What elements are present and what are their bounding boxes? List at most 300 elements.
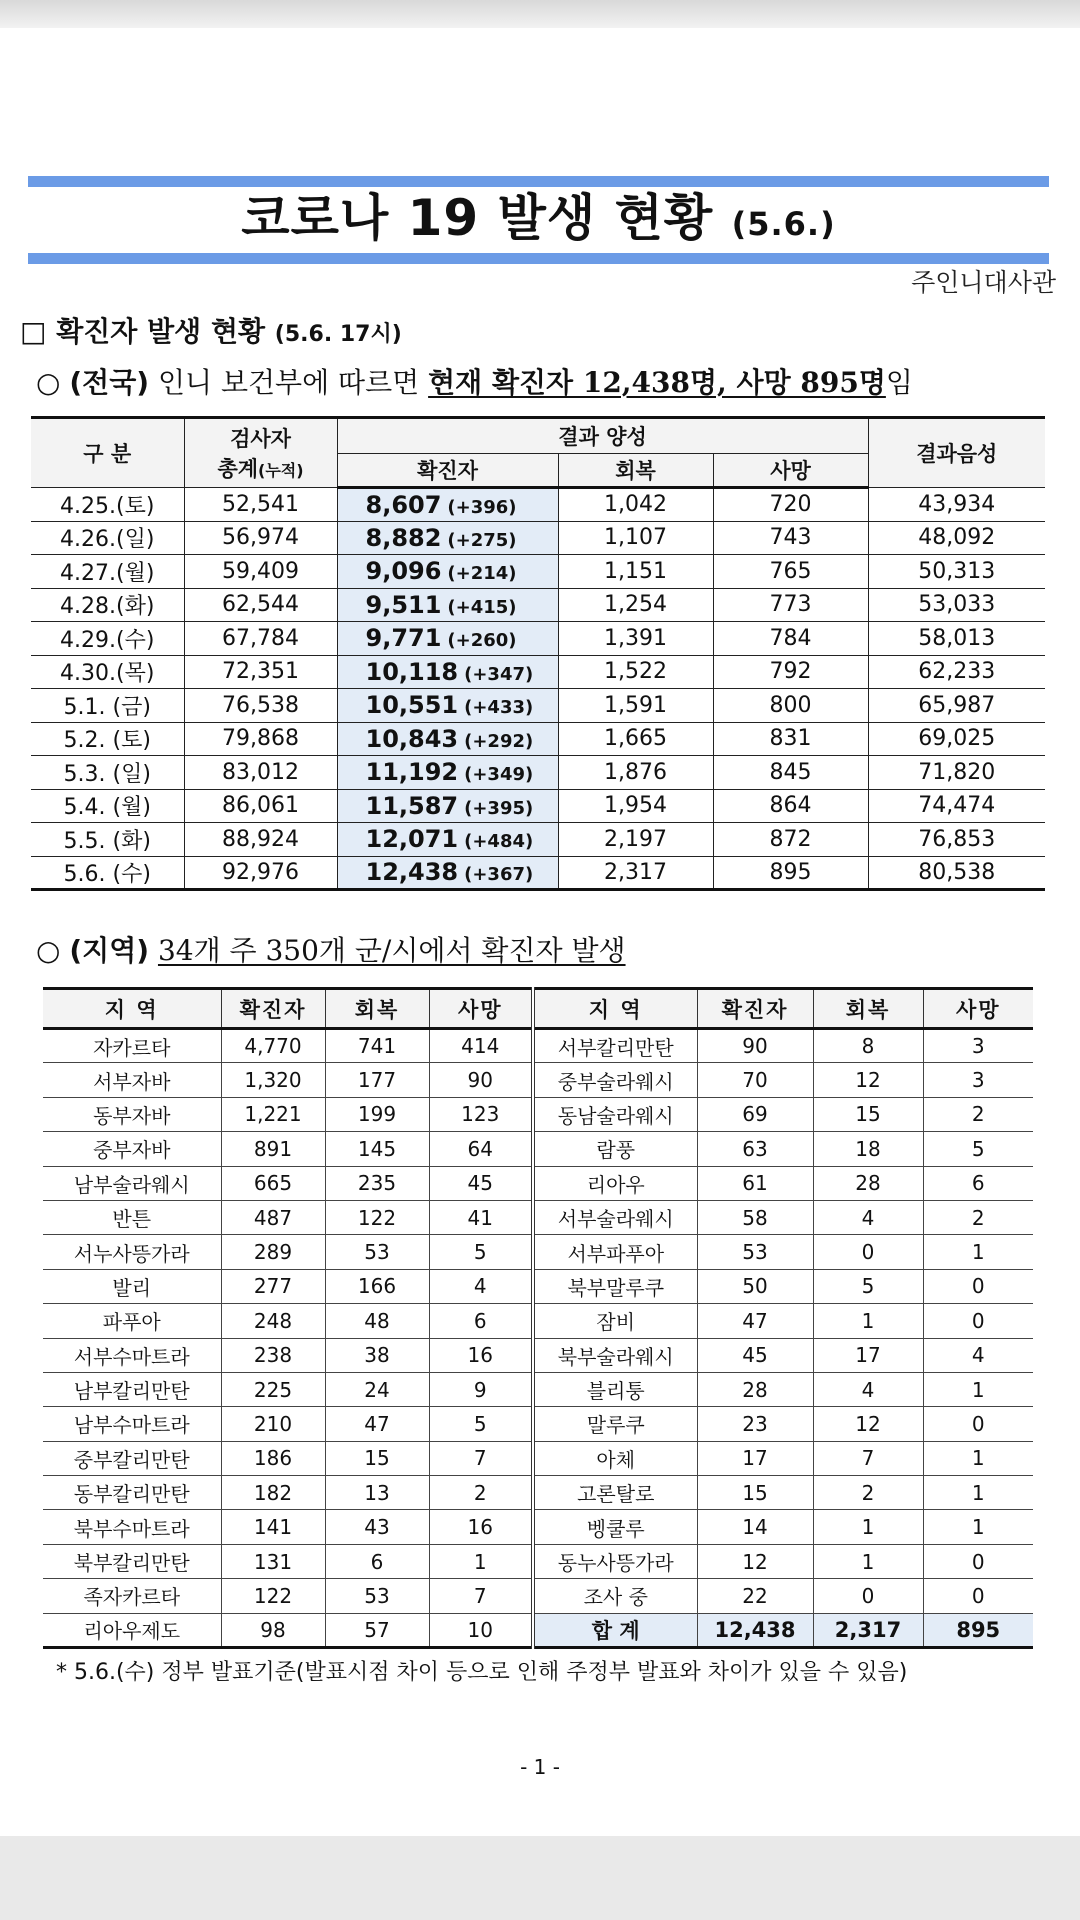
cell-confirmed — [337, 488, 558, 522]
cell-tested: 59,409 — [184, 555, 337, 589]
cell-date: 5.2. (토) — [31, 722, 184, 756]
confirmed-increase: (+415) — [447, 596, 517, 618]
cell-recovered: 18 — [813, 1132, 923, 1166]
cell-deaths: 9 — [429, 1372, 533, 1406]
header-confirmed-left: 확진자 — [221, 989, 325, 1029]
cell-date: 5.4. (월) — [31, 789, 184, 823]
cell-confirmed: 15 — [697, 1476, 813, 1510]
cell-confirmed: 665 — [221, 1166, 325, 1200]
table-row — [43, 1372, 1033, 1406]
cell-tested: 83,012 — [184, 756, 337, 790]
cell-deaths: 45 — [429, 1166, 533, 1200]
cell-recovered: 8 — [813, 1029, 923, 1063]
cell-recovered: 1 — [813, 1544, 923, 1578]
footnote: * 5.6.(수) 정부 발표기준(발표시점 차이 등으로 인해 주정부 발표와 차이가 있을 수 있음) — [56, 1660, 908, 1685]
cell-confirmed — [337, 588, 558, 622]
total-recovered: 2,317 — [813, 1613, 923, 1647]
cell-recovered: 48 — [325, 1304, 429, 1338]
cell-recovered: 2,197 — [558, 823, 713, 857]
cell-deaths: 845 — [713, 756, 868, 790]
cell-recovered: 2,317 — [558, 856, 713, 890]
table-row — [31, 689, 1045, 723]
cell-deaths: 7 — [429, 1441, 533, 1475]
header-deaths: 사망 — [713, 454, 868, 488]
cell-recovered: 235 — [325, 1166, 429, 1200]
cell-region: 남부칼리만탄 — [43, 1372, 221, 1406]
viewer-top-strip — [0, 0, 1080, 28]
cell-deaths: 7 — [429, 1579, 533, 1613]
cell-recovered: 38 — [325, 1338, 429, 1372]
header-negative: 결과음성 — [868, 418, 1045, 488]
cell-recovered: 1,151 — [558, 555, 713, 589]
title-main: 코로나 19 발생 현황 — [241, 189, 714, 247]
table-row — [43, 1407, 1033, 1441]
daily-status-table — [31, 416, 1045, 891]
bullet-circle: ○ — [36, 366, 61, 399]
cell-tested: 86,061 — [184, 789, 337, 823]
cell-deaths: 16 — [429, 1338, 533, 1372]
table-row — [43, 1338, 1033, 1372]
cell-confirmed: 69 — [697, 1097, 813, 1131]
table-row — [43, 1269, 1033, 1303]
table-row — [43, 1166, 1033, 1200]
cell-region: 북부수마트라 — [43, 1510, 221, 1544]
cell-confirmed: 61 — [697, 1166, 813, 1200]
cell-recovered: 24 — [325, 1372, 429, 1406]
cell-deaths: 3 — [923, 1029, 1033, 1063]
cell-deaths: 720 — [713, 488, 868, 522]
cell-region: 족자카르타 — [43, 1579, 221, 1613]
cell-deaths: 784 — [713, 622, 868, 656]
cell-confirmed: 98 — [221, 1613, 325, 1647]
cell-deaths: 6 — [923, 1166, 1033, 1200]
cell-date: 5.5. (화) — [31, 823, 184, 857]
cell-confirmed: 1,320 — [221, 1063, 325, 1097]
page-number: - 1 - — [520, 1755, 560, 1779]
table-row — [43, 1304, 1033, 1338]
cell-deaths: 864 — [713, 789, 868, 823]
cell-recovered: 1,391 — [558, 622, 713, 656]
cell-date: 4.28.(화) — [31, 588, 184, 622]
confirmed-value: 10,118 — [365, 657, 459, 686]
cell-confirmed — [337, 655, 558, 689]
cell-region: 잠비 — [533, 1304, 697, 1338]
cell-deaths: 1 — [429, 1544, 533, 1578]
cell-recovered: 2 — [813, 1476, 923, 1510]
cell-recovered: 47 — [325, 1407, 429, 1441]
cell-region: 서부수마트라 — [43, 1338, 221, 1372]
cell-recovered: 13 — [325, 1476, 429, 1510]
header-tested-line3: (누적) — [258, 461, 304, 480]
header-confirmed-right: 확진자 — [697, 989, 813, 1029]
table-row — [43, 1510, 1033, 1544]
cell-deaths: 1 — [923, 1235, 1033, 1269]
national-summary — [36, 361, 913, 401]
cell-region: 람풍 — [533, 1132, 697, 1166]
cell-region: 중부자바 — [43, 1132, 221, 1166]
cell-recovered: 1,522 — [558, 655, 713, 689]
section-heading-time: (5.6. 17시) — [274, 322, 402, 347]
cell-deaths: 800 — [713, 689, 868, 723]
cell-date: 5.1. (금) — [31, 689, 184, 723]
cell-region: 북부말루쿠 — [533, 1269, 697, 1303]
regional-text: 34개 주 350개 군/시에서 확진자 발생 — [157, 934, 626, 967]
cell-negative: 69,025 — [868, 722, 1045, 756]
cell-region: 파푸아 — [43, 1304, 221, 1338]
title-date: (5.6.) — [731, 205, 836, 243]
confirmed-value: 10,551 — [365, 691, 459, 720]
cell-recovered: 145 — [325, 1132, 429, 1166]
cell-confirmed: 131 — [221, 1544, 325, 1578]
confirmed-value: 9,096 — [365, 557, 442, 586]
cell-confirmed — [337, 756, 558, 790]
cell-deaths: 4 — [923, 1338, 1033, 1372]
cell-deaths: 10 — [429, 1613, 533, 1647]
confirmed-increase: (+367) — [464, 864, 534, 886]
cell-recovered: 1 — [813, 1304, 923, 1338]
confirmed-value: 8,607 — [365, 490, 442, 519]
section-heading-label: □ 확진자 발생 현황 — [20, 315, 266, 348]
cell-region: 중부술라웨시 — [533, 1063, 697, 1097]
table-row — [31, 823, 1045, 857]
cell-recovered: 6 — [325, 1544, 429, 1578]
cell-region: 중부칼리만탄 — [43, 1441, 221, 1475]
cell-deaths: 123 — [429, 1097, 533, 1131]
confirmed-increase: (+433) — [464, 697, 534, 719]
cell-confirmed: 17 — [697, 1441, 813, 1475]
cell-region: 서누사뜽가라 — [43, 1235, 221, 1269]
cell-region: 동부자바 — [43, 1097, 221, 1131]
national-text-pre: 인니 보건부에 따르면 — [149, 366, 429, 399]
table-row — [43, 1132, 1033, 1166]
cell-region: 자카르타 — [43, 1029, 221, 1063]
cell-region: 벵쿨루 — [533, 1510, 697, 1544]
cell-deaths: 414 — [429, 1029, 533, 1063]
cell-deaths: 64 — [429, 1132, 533, 1166]
table-row — [31, 521, 1045, 555]
header-tested — [184, 418, 337, 488]
cell-tested: 88,924 — [184, 823, 337, 857]
cell-deaths: 792 — [713, 655, 868, 689]
cell-confirmed: 141 — [221, 1510, 325, 1544]
table-row — [43, 1441, 1033, 1475]
cell-tested: 72,351 — [184, 655, 337, 689]
confirmed-value: 10,843 — [365, 724, 459, 753]
header-region-right: 지 역 — [533, 989, 697, 1029]
viewer-bottom-area — [0, 1836, 1080, 1920]
cell-region: 리아우제도 — [43, 1613, 221, 1647]
cell-confirmed: 210 — [221, 1407, 325, 1441]
cell-deaths: 872 — [713, 823, 868, 857]
cell-confirmed: 90 — [697, 1029, 813, 1063]
cell-deaths: 765 — [713, 555, 868, 589]
confirmed-value: 8,882 — [365, 523, 442, 552]
cell-date: 5.6. (수) — [31, 856, 184, 890]
cell-confirmed — [337, 789, 558, 823]
cell-region: 아체 — [533, 1441, 697, 1475]
table-row — [31, 722, 1045, 756]
header-recovered-left: 회복 — [325, 989, 429, 1029]
confirmed-value: 9,511 — [365, 590, 442, 619]
header-confirmed: 확진자 — [337, 454, 558, 488]
cell-recovered: 1,954 — [558, 789, 713, 823]
header-recovered-right: 회복 — [813, 989, 923, 1029]
cell-recovered: 177 — [325, 1063, 429, 1097]
header-tested-line1: 검사자 — [230, 427, 291, 451]
cell-confirmed: 289 — [221, 1235, 325, 1269]
cell-negative: 50,313 — [868, 555, 1045, 589]
confirmed-increase: (+214) — [447, 563, 517, 585]
header-positive-group: 결과 양성 — [337, 418, 868, 454]
cell-region: 동누사뜽가라 — [533, 1544, 697, 1578]
table-row — [43, 1097, 1033, 1131]
cell-region: 서부자바 — [43, 1063, 221, 1097]
cell-negative: 74,474 — [868, 789, 1045, 823]
cell-recovered: 1,107 — [558, 521, 713, 555]
cell-deaths: 3 — [923, 1063, 1033, 1097]
cell-recovered: 28 — [813, 1166, 923, 1200]
cell-region: 조사 중 — [533, 1579, 697, 1613]
cell-negative: 80,538 — [868, 856, 1045, 890]
section-heading — [20, 310, 402, 350]
cell-tested: 76,538 — [184, 689, 337, 723]
confirmed-increase: (+484) — [464, 831, 534, 853]
table-row — [31, 488, 1045, 522]
cell-confirmed: 225 — [221, 1372, 325, 1406]
cell-negative: 58,013 — [868, 622, 1045, 656]
cell-region: 리아우 — [533, 1166, 697, 1200]
cell-confirmed — [337, 622, 558, 656]
cell-confirmed — [337, 521, 558, 555]
cell-tested: 62,544 — [184, 588, 337, 622]
table-row — [31, 655, 1045, 689]
cell-deaths: 831 — [713, 722, 868, 756]
cell-recovered: 5 — [813, 1269, 923, 1303]
cell-recovered: 7 — [813, 1441, 923, 1475]
cell-tested: 79,868 — [184, 722, 337, 756]
cell-deaths: 6 — [429, 1304, 533, 1338]
confirmed-value: 9,771 — [365, 624, 442, 653]
cell-recovered: 1,876 — [558, 756, 713, 790]
cell-negative: 62,233 — [868, 655, 1045, 689]
cell-deaths: 2 — [923, 1097, 1033, 1131]
cell-confirmed — [337, 722, 558, 756]
cell-confirmed: 28 — [697, 1372, 813, 1406]
cell-recovered: 4 — [813, 1200, 923, 1234]
cell-negative: 65,987 — [868, 689, 1045, 723]
header-tested-line2: 총계 — [217, 457, 259, 481]
confirmed-increase: (+292) — [464, 730, 534, 752]
issuer-label: 주인니대사관 — [911, 268, 1056, 297]
cell-date: 4.25.(토) — [31, 488, 184, 522]
table-row — [43, 1235, 1033, 1269]
cell-negative: 53,033 — [868, 588, 1045, 622]
cell-deaths: 1 — [923, 1372, 1033, 1406]
cell-confirmed: 12 — [697, 1544, 813, 1578]
cell-recovered: 43 — [325, 1510, 429, 1544]
regional-label: (지역) — [69, 934, 150, 967]
cell-confirmed: 22 — [697, 1579, 813, 1613]
cell-confirmed: 238 — [221, 1338, 325, 1372]
table-row-total — [43, 1613, 1033, 1647]
cell-region: 동남술라웨시 — [533, 1097, 697, 1131]
cell-region: 남부술라웨시 — [43, 1166, 221, 1200]
table-row — [43, 1579, 1033, 1613]
cell-region: 서부술라웨시 — [533, 1200, 697, 1234]
cell-confirmed: 70 — [697, 1063, 813, 1097]
cell-confirmed: 277 — [221, 1269, 325, 1303]
table-row — [31, 856, 1045, 890]
national-text-post: 임 — [885, 366, 913, 399]
cell-recovered: 4 — [813, 1372, 923, 1406]
cell-recovered: 1,042 — [558, 488, 713, 522]
cell-region: 반튼 — [43, 1200, 221, 1234]
cell-deaths: 41 — [429, 1200, 533, 1234]
bullet-circle: ○ — [36, 934, 61, 967]
cell-deaths: 5 — [429, 1235, 533, 1269]
cell-confirmed: 487 — [221, 1200, 325, 1234]
cell-date: 4.26.(일) — [31, 521, 184, 555]
header-deaths-left: 사망 — [429, 989, 533, 1029]
cell-recovered: 122 — [325, 1200, 429, 1234]
cell-date: 4.30.(목) — [31, 655, 184, 689]
cell-negative: 76,853 — [868, 823, 1045, 857]
cell-negative: 43,934 — [868, 488, 1045, 522]
cell-region: 남부수마트라 — [43, 1407, 221, 1441]
cell-region: 서부파푸아 — [533, 1235, 697, 1269]
cell-deaths: 4 — [429, 1269, 533, 1303]
document-title — [28, 183, 1049, 253]
cell-recovered: 53 — [325, 1579, 429, 1613]
national-label: (전국) — [69, 366, 150, 399]
confirmed-value: 12,438 — [365, 858, 459, 887]
table-row — [31, 789, 1045, 823]
cell-recovered: 17 — [813, 1338, 923, 1372]
confirmed-increase: (+347) — [464, 663, 534, 685]
cell-confirmed: 248 — [221, 1304, 325, 1338]
cell-confirmed: 50 — [697, 1269, 813, 1303]
confirmed-increase: (+396) — [447, 496, 517, 518]
cell-deaths: 2 — [923, 1200, 1033, 1234]
cell-confirmed: 14 — [697, 1510, 813, 1544]
cell-confirmed: 47 — [697, 1304, 813, 1338]
header-recovered: 회복 — [558, 454, 713, 488]
cell-deaths: 0 — [923, 1544, 1033, 1578]
cell-recovered: 57 — [325, 1613, 429, 1647]
confirmed-value: 11,587 — [365, 791, 459, 820]
cell-confirmed: 53 — [697, 1235, 813, 1269]
cell-region: 동부칼리만탄 — [43, 1476, 221, 1510]
cell-tested: 56,974 — [184, 521, 337, 555]
table-row — [43, 1029, 1033, 1063]
table-row — [43, 1063, 1033, 1097]
cell-confirmed — [337, 555, 558, 589]
cell-deaths: 16 — [429, 1510, 533, 1544]
confirmed-increase: (+275) — [447, 529, 517, 551]
cell-confirmed: 63 — [697, 1132, 813, 1166]
cell-recovered: 1,591 — [558, 689, 713, 723]
confirmed-increase: (+395) — [464, 797, 534, 819]
cell-deaths: 773 — [713, 588, 868, 622]
national-text-highlight: 현재 확진자 12,438명, 사망 895명 — [428, 366, 886, 399]
cell-date: 5.3. (일) — [31, 756, 184, 790]
header-region-left: 지 역 — [43, 989, 221, 1029]
regional-table — [43, 987, 1033, 1649]
cell-recovered: 53 — [325, 1235, 429, 1269]
confirmed-value: 11,192 — [365, 758, 459, 787]
cell-tested: 92,976 — [184, 856, 337, 890]
cell-confirmed — [337, 689, 558, 723]
cell-tested: 67,784 — [184, 622, 337, 656]
cell-negative: 71,820 — [868, 756, 1045, 790]
cell-negative: 48,092 — [868, 521, 1045, 555]
cell-confirmed: 58 — [697, 1200, 813, 1234]
cell-deaths: 5 — [429, 1407, 533, 1441]
total-confirmed: 12,438 — [697, 1613, 813, 1647]
cell-region: 블리퉁 — [533, 1372, 697, 1406]
header-deaths-right: 사망 — [923, 989, 1033, 1029]
table-row — [31, 588, 1045, 622]
cell-recovered: 0 — [813, 1579, 923, 1613]
cell-confirmed: 45 — [697, 1338, 813, 1372]
cell-recovered: 1 — [813, 1510, 923, 1544]
confirmed-value: 12,071 — [365, 825, 459, 854]
cell-confirmed: 182 — [221, 1476, 325, 1510]
cell-recovered: 166 — [325, 1269, 429, 1303]
cell-recovered: 15 — [813, 1097, 923, 1131]
cell-recovered: 0 — [813, 1235, 923, 1269]
total-deaths: 895 — [923, 1613, 1033, 1647]
cell-recovered: 15 — [325, 1441, 429, 1475]
confirmed-increase: (+349) — [464, 764, 534, 786]
cell-deaths: 5 — [923, 1132, 1033, 1166]
cell-confirmed: 122 — [221, 1579, 325, 1613]
cell-deaths: 0 — [923, 1407, 1033, 1441]
cell-confirmed — [337, 856, 558, 890]
table-row — [31, 555, 1045, 589]
cell-recovered: 741 — [325, 1029, 429, 1063]
cell-deaths: 90 — [429, 1063, 533, 1097]
cell-deaths: 743 — [713, 521, 868, 555]
cell-confirmed — [337, 823, 558, 857]
cell-deaths: 0 — [923, 1579, 1033, 1613]
confirmed-increase: (+260) — [447, 630, 517, 652]
cell-deaths: 2 — [429, 1476, 533, 1510]
regional-summary — [36, 929, 626, 969]
cell-deaths: 1 — [923, 1510, 1033, 1544]
cell-confirmed: 23 — [697, 1407, 813, 1441]
cell-confirmed: 186 — [221, 1441, 325, 1475]
header-category: 구 분 — [31, 418, 184, 488]
cell-region: 말루쿠 — [533, 1407, 697, 1441]
cell-date: 4.27.(월) — [31, 555, 184, 589]
cell-region: 발리 — [43, 1269, 221, 1303]
title-band-bottom — [28, 253, 1049, 264]
cell-recovered: 1,665 — [558, 722, 713, 756]
cell-recovered: 199 — [325, 1097, 429, 1131]
table-row — [31, 622, 1045, 656]
cell-tested: 52,541 — [184, 488, 337, 522]
total-label: 합 계 — [533, 1613, 697, 1647]
cell-confirmed: 891 — [221, 1132, 325, 1166]
cell-deaths: 895 — [713, 856, 868, 890]
cell-confirmed: 1,221 — [221, 1097, 325, 1131]
cell-deaths: 1 — [923, 1441, 1033, 1475]
cell-region: 서부칼리만탄 — [533, 1029, 697, 1063]
cell-date: 4.29.(수) — [31, 622, 184, 656]
cell-confirmed: 4,770 — [221, 1029, 325, 1063]
cell-region: 북부칼리만탄 — [43, 1544, 221, 1578]
